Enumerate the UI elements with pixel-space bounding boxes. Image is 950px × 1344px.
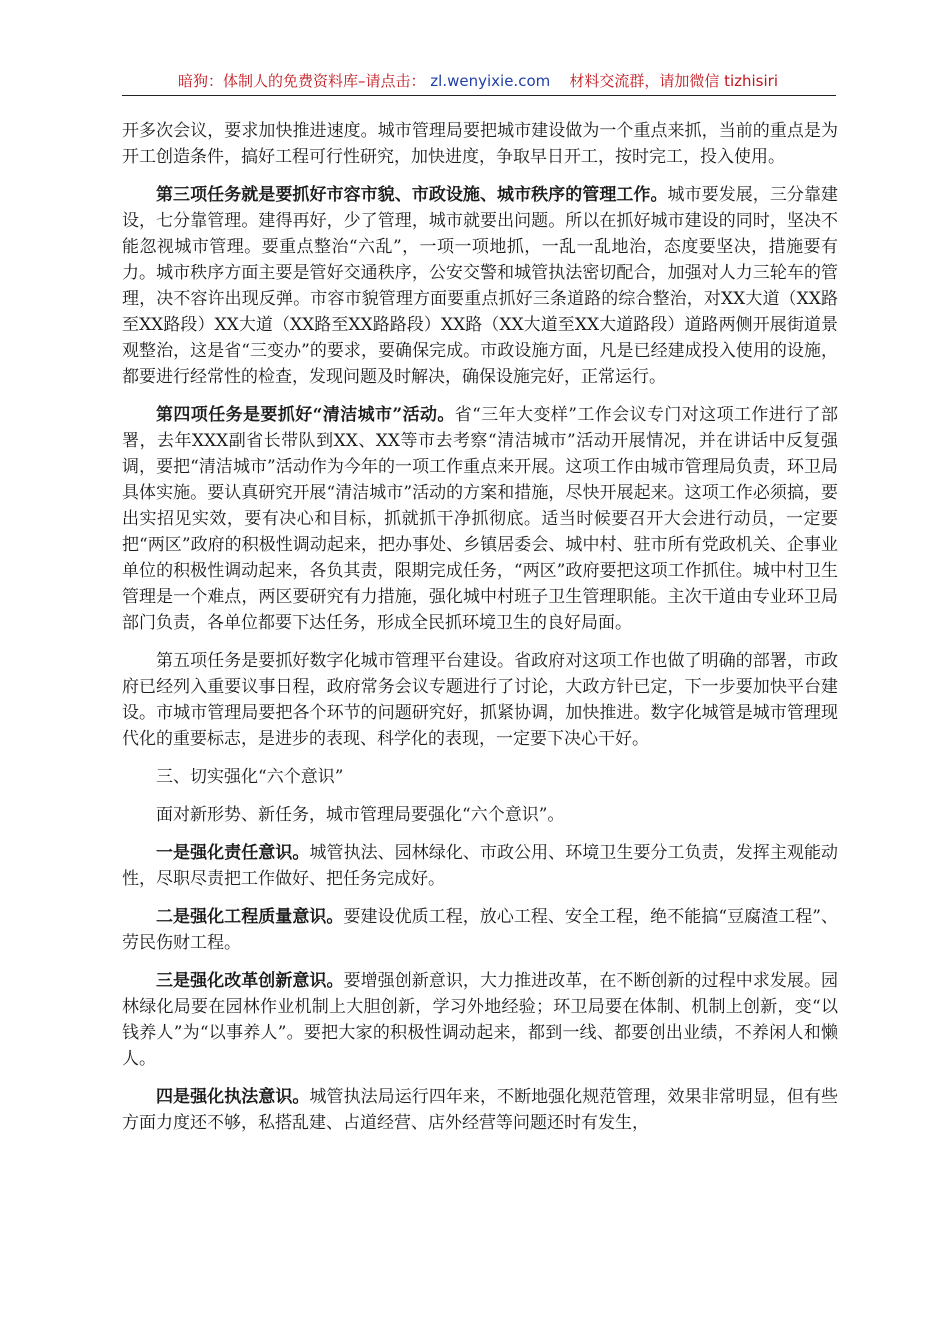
document-body bbox=[122, 118, 838, 1148]
paragraph-text: 省“三年大变样”工作会议专门对这项工作进行了部署，去年XXX副省长带队到XX、XX等市去考察“清洁城市”活动开展情况，并在讲话中反复强调，要把“清洁城市”活动作为今年的一项工作重点来开展。这项工作由城市管理局负责，环卫局具体实施。要认真研究开展“清洁城市”活动的方案和措施，尽快开展起来。这项工作必须搞，要出实招见实效，要有决心和目标，抓就抓干净抓彻底。适当时候要召开大会进行动员，一定要把“两区”政府的积极性调动起来，把办事处、乡镇居委会、城中村、驻市所有党政机关、企事业单位的积极性调动起来，各负其责，限期完成任务，“两区”政府要把这项工作抓住。城中村卫生管理是一个难点，两区要研究有力措施，强化城中村班子卫生管理职能。主次干道由专业环卫局部门负责，各单位都要下达任务，形成全民抓环境卫生的良好局面。 bbox=[122, 405, 838, 633]
paragraph-lead: 四是强化执法意识。 bbox=[156, 1087, 310, 1107]
paragraph bbox=[122, 182, 838, 390]
paragraph-lead: 三是强化改革创新意识。 bbox=[156, 971, 344, 991]
paragraph bbox=[122, 904, 838, 956]
paragraph bbox=[122, 840, 838, 892]
section-heading bbox=[122, 764, 838, 790]
paragraph bbox=[122, 1084, 838, 1136]
header-brand: 暗狗：体制人的免费资料库 bbox=[177, 72, 358, 90]
paragraph-text: 三、切实强化“六个意识” bbox=[156, 767, 344, 787]
paragraph bbox=[122, 118, 838, 170]
paragraph-text: 要增强创新意识，大力推进改革，在不断创新的过程中求发展。园林绿化局要在园林作业机制上大胆创新，学习外地经验；环卫局要在体制、机制上创新，变“以钱养人”为“以事养人”。要把大家的积极性调动起来，都到一线、都要创出业绩，不养闲人和懒人。 bbox=[122, 971, 839, 1069]
paragraph-text: 面对新形势、新任务，城市管理局要强化“六个意识”。 bbox=[156, 805, 565, 825]
paragraph-text: 开多次会议，要求加快推进速度。城市管理局要把城市建设做为一个重点来抓，当前的重点是为开工创造条件，搞好工程可行性研究，加快进度，争取早日开工，按时完工，投入使用。 bbox=[122, 121, 838, 167]
paragraph-lead: 第四项任务是要抓好“清洁城市”活动。 bbox=[156, 405, 455, 425]
paragraph-text: 城管执法、园林绿化、市政公用、环境卫生要分工负责，发挥主观能动性，尽职尽责把工作做好、把任务完成好。 bbox=[122, 843, 839, 889]
paragraph-lead: 一是强化责任意识。 bbox=[156, 843, 310, 863]
paragraph-text: 要建设优质工程，放心工程、安全工程，绝不能搞“豆腐渣工程”、劳民伤财工程。 bbox=[122, 907, 839, 953]
header-wechat: 材料交流群，请加微信 tizhisiri bbox=[569, 72, 778, 90]
paragraph-text: 城管执法局运行四年来，不断地强化规范管理，效果非常明显，但有些方面力度还不够，私搭乱建、占道经营、店外经营等问题还时有发生， bbox=[122, 1087, 839, 1133]
paragraph-lead: 第三项任务就是要抓好市容市貌、市政设施、城市秩序的管理工作。 bbox=[156, 185, 668, 205]
paragraph bbox=[122, 402, 838, 636]
paragraph-text: 第五项任务是要抓好数字化城市管理平台建设。省政府对这项工作也做了明确的部署，市政府已经列入重要议事日程，政府常务会议专题进行了讨论，大政方针已定，下一步要加快平台建设。市城市管理局要把各个环节的问题研究好，抓紧协调，加快推进。数字化城管是城市管理现代化的重要标志，是进步的表现、科学化的表现，一定要下决心干好。 bbox=[122, 651, 838, 749]
paragraph-lead: 二是强化工程质量意识。 bbox=[156, 907, 344, 927]
header-url-link[interactable]: zl.wenyixie.com bbox=[430, 72, 551, 90]
header-divider bbox=[122, 95, 836, 96]
header-click-text: –请点击： bbox=[358, 72, 426, 90]
paragraph bbox=[122, 968, 838, 1072]
paragraph bbox=[122, 802, 838, 828]
paragraph bbox=[122, 648, 838, 752]
document-header bbox=[120, 68, 836, 94]
paragraph-text: 城市要发展，三分靠建设，七分靠管理。建得再好，少了管理，城市就要出问题。所以在抓好城市建设的同时，坚决不能忽视城市管理。要重点整治“六乱”，一项一项地抓，一乱一乱地治，态度要坚决，措施要有力。城市秩序方面主要是管好交通秩序，公安交警和城管执法密切配合，加强对人力三轮车的管理，决不容许出现反弹。市容市貌管理方面要重点抓好三条道路的综合整治，对XX大道（XX路至XX路段）XX大道（XX路至XX路路段）XX路（XX大道至XX大道路段）道路两侧开展街道景观整治，这是省“三变办”的要求，要确保完成。市政设施方面，凡是已经建成投入使用的设施，都要进行经常性的检查，发现问题及时解决，确保设施完好，正常运行。 bbox=[122, 185, 839, 387]
